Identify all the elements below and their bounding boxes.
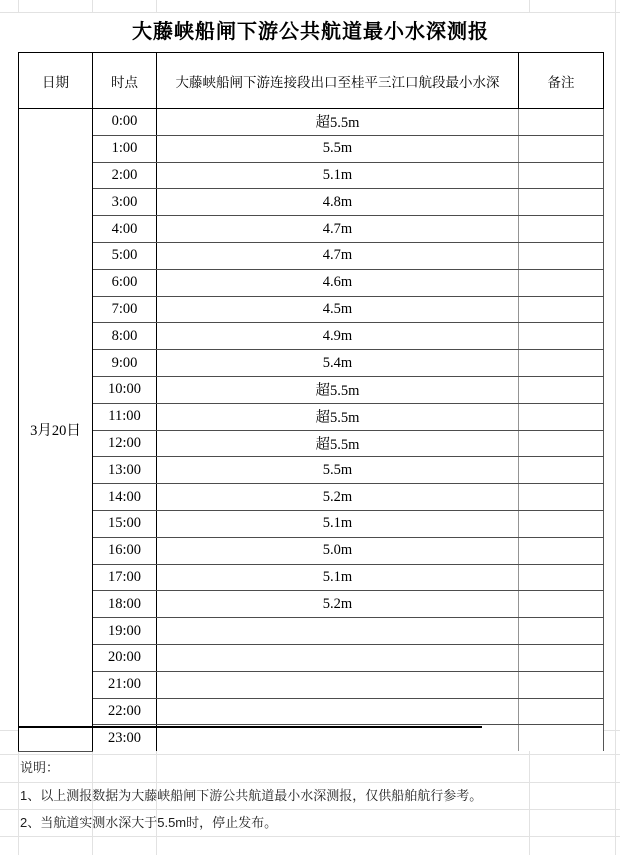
time-cell: 17:00 xyxy=(93,564,157,591)
remark-cell xyxy=(519,564,604,591)
time-cell: 22:00 xyxy=(93,698,157,725)
time-cell: 12:00 xyxy=(93,430,157,457)
depth-cell: 超5.5m xyxy=(157,376,519,403)
time-cell: 20:00 xyxy=(93,644,157,671)
table-row xyxy=(19,323,604,350)
depth-table-body xyxy=(19,109,604,752)
time-cell: 8:00 xyxy=(93,323,157,350)
table-row xyxy=(19,162,604,189)
time-cell: 11:00 xyxy=(93,403,157,430)
remark-cell xyxy=(519,698,604,725)
depth-cell: 5.5m xyxy=(157,457,519,484)
remark-cell xyxy=(519,725,604,751)
depth-report-table xyxy=(18,52,604,752)
depth-cell: 超5.5m xyxy=(157,403,519,430)
header-remark: 备注 xyxy=(519,53,604,109)
remark-cell xyxy=(519,323,604,350)
depth-cell: 超5.5m xyxy=(157,430,519,457)
depth-cell xyxy=(157,644,519,671)
remark-cell xyxy=(519,484,604,511)
time-cell: 14:00 xyxy=(93,484,157,511)
remark-cell xyxy=(519,537,604,564)
remark-cell xyxy=(519,189,604,216)
depth-cell: 5.1m xyxy=(157,510,519,537)
gridline xyxy=(529,0,530,12)
remark-cell xyxy=(519,618,604,645)
table-row xyxy=(19,591,604,618)
depth-cell: 4.8m xyxy=(157,189,519,216)
table-row xyxy=(19,350,604,377)
time-cell: 18:00 xyxy=(93,591,157,618)
table-row xyxy=(19,135,604,162)
gridline xyxy=(0,836,620,837)
table-row xyxy=(19,242,604,269)
depth-cell: 5.4m xyxy=(157,350,519,377)
remark-cell xyxy=(519,216,604,243)
remark-cell xyxy=(519,671,604,698)
depth-cell xyxy=(157,698,519,725)
remark-cell xyxy=(519,644,604,671)
table-row xyxy=(19,618,604,645)
time-cell: 15:00 xyxy=(93,510,157,537)
remark-cell xyxy=(519,591,604,618)
table-row xyxy=(19,430,604,457)
table-row xyxy=(19,537,604,564)
depth-cell: 5.2m xyxy=(157,484,519,511)
header-date: 日期 xyxy=(19,53,93,109)
table-row xyxy=(19,296,604,323)
time-cell: 1:00 xyxy=(93,135,157,162)
remark-cell xyxy=(519,376,604,403)
remark-cell xyxy=(519,296,604,323)
depth-cell xyxy=(157,618,519,645)
remark-cell xyxy=(519,430,604,457)
table-row xyxy=(19,671,604,698)
header-time: 时点 xyxy=(93,53,157,109)
remark-cell xyxy=(519,242,604,269)
note-item-1: 1、以上测报数据为大藤峡船闸下游公共航道最小水深测报，仅供船舶航行参考。 xyxy=(20,788,483,803)
time-cell: 7:00 xyxy=(93,296,157,323)
gridline xyxy=(0,782,620,783)
depth-cell xyxy=(157,725,519,751)
time-cell: 3:00 xyxy=(93,189,157,216)
gridline xyxy=(0,754,620,755)
time-cell: 2:00 xyxy=(93,162,157,189)
time-cell: 9:00 xyxy=(93,350,157,377)
depth-cell: 5.1m xyxy=(157,564,519,591)
date-cell: 3月20日 xyxy=(19,109,93,752)
time-cell: 5:00 xyxy=(93,242,157,269)
depth-cell: 5.5m xyxy=(157,135,519,162)
time-cell: 19:00 xyxy=(93,618,157,645)
gridline xyxy=(156,0,157,12)
depth-cell xyxy=(157,671,519,698)
gridline xyxy=(92,0,93,12)
depth-cell: 4.6m xyxy=(157,269,519,296)
table-row xyxy=(19,216,604,243)
table-row xyxy=(19,189,604,216)
time-cell: 10:00 xyxy=(93,376,157,403)
depth-cell: 4.7m xyxy=(157,216,519,243)
gridline xyxy=(615,0,616,855)
header-depth: 大藤峡船闸下游连接段出口至桂平三江口航段最小水深 xyxy=(157,53,519,109)
gridline xyxy=(0,809,620,810)
table-row xyxy=(19,484,604,511)
depth-cell: 5.0m xyxy=(157,537,519,564)
remark-cell xyxy=(519,109,604,136)
remark-cell xyxy=(519,510,604,537)
table-row xyxy=(19,564,604,591)
depth-cell: 4.5m xyxy=(157,296,519,323)
time-cell: 4:00 xyxy=(93,216,157,243)
table-header xyxy=(19,53,604,109)
time-cell: 16:00 xyxy=(93,537,157,564)
gridline xyxy=(0,12,620,13)
table-row xyxy=(19,269,604,296)
table-row xyxy=(19,510,604,537)
time-cell: 21:00 xyxy=(93,671,157,698)
remark-cell xyxy=(519,269,604,296)
page-title: 大藤峡船闸下游公共航道最小水深测报 xyxy=(132,21,489,43)
table-row xyxy=(19,403,604,430)
table-row xyxy=(19,457,604,484)
depth-cell: 4.7m xyxy=(157,242,519,269)
depth-cell: 5.1m xyxy=(157,162,519,189)
remark-cell xyxy=(519,135,604,162)
table-row xyxy=(19,644,604,671)
table-row xyxy=(19,725,604,751)
table-row xyxy=(19,376,604,403)
depth-cell: 5.2m xyxy=(157,591,519,618)
remark-cell xyxy=(519,350,604,377)
depth-cell: 4.9m xyxy=(157,323,519,350)
time-cell: 13:00 xyxy=(93,457,157,484)
note-item-2: 2、当航道实测水深大于5.5m时，停止发布。 xyxy=(20,815,278,830)
table-row xyxy=(19,109,604,136)
remark-cell xyxy=(519,457,604,484)
notes-label: 说明： xyxy=(20,760,60,775)
depth-cell: 超5.5m xyxy=(157,109,519,136)
time-cell: 6:00 xyxy=(93,269,157,296)
table-bottom-border xyxy=(18,726,482,728)
time-cell: 0:00 xyxy=(93,109,157,136)
remark-cell xyxy=(519,162,604,189)
table-row xyxy=(19,698,604,725)
gridline xyxy=(18,0,19,12)
remark-cell xyxy=(519,403,604,430)
time-cell: 23:00 xyxy=(93,725,157,751)
